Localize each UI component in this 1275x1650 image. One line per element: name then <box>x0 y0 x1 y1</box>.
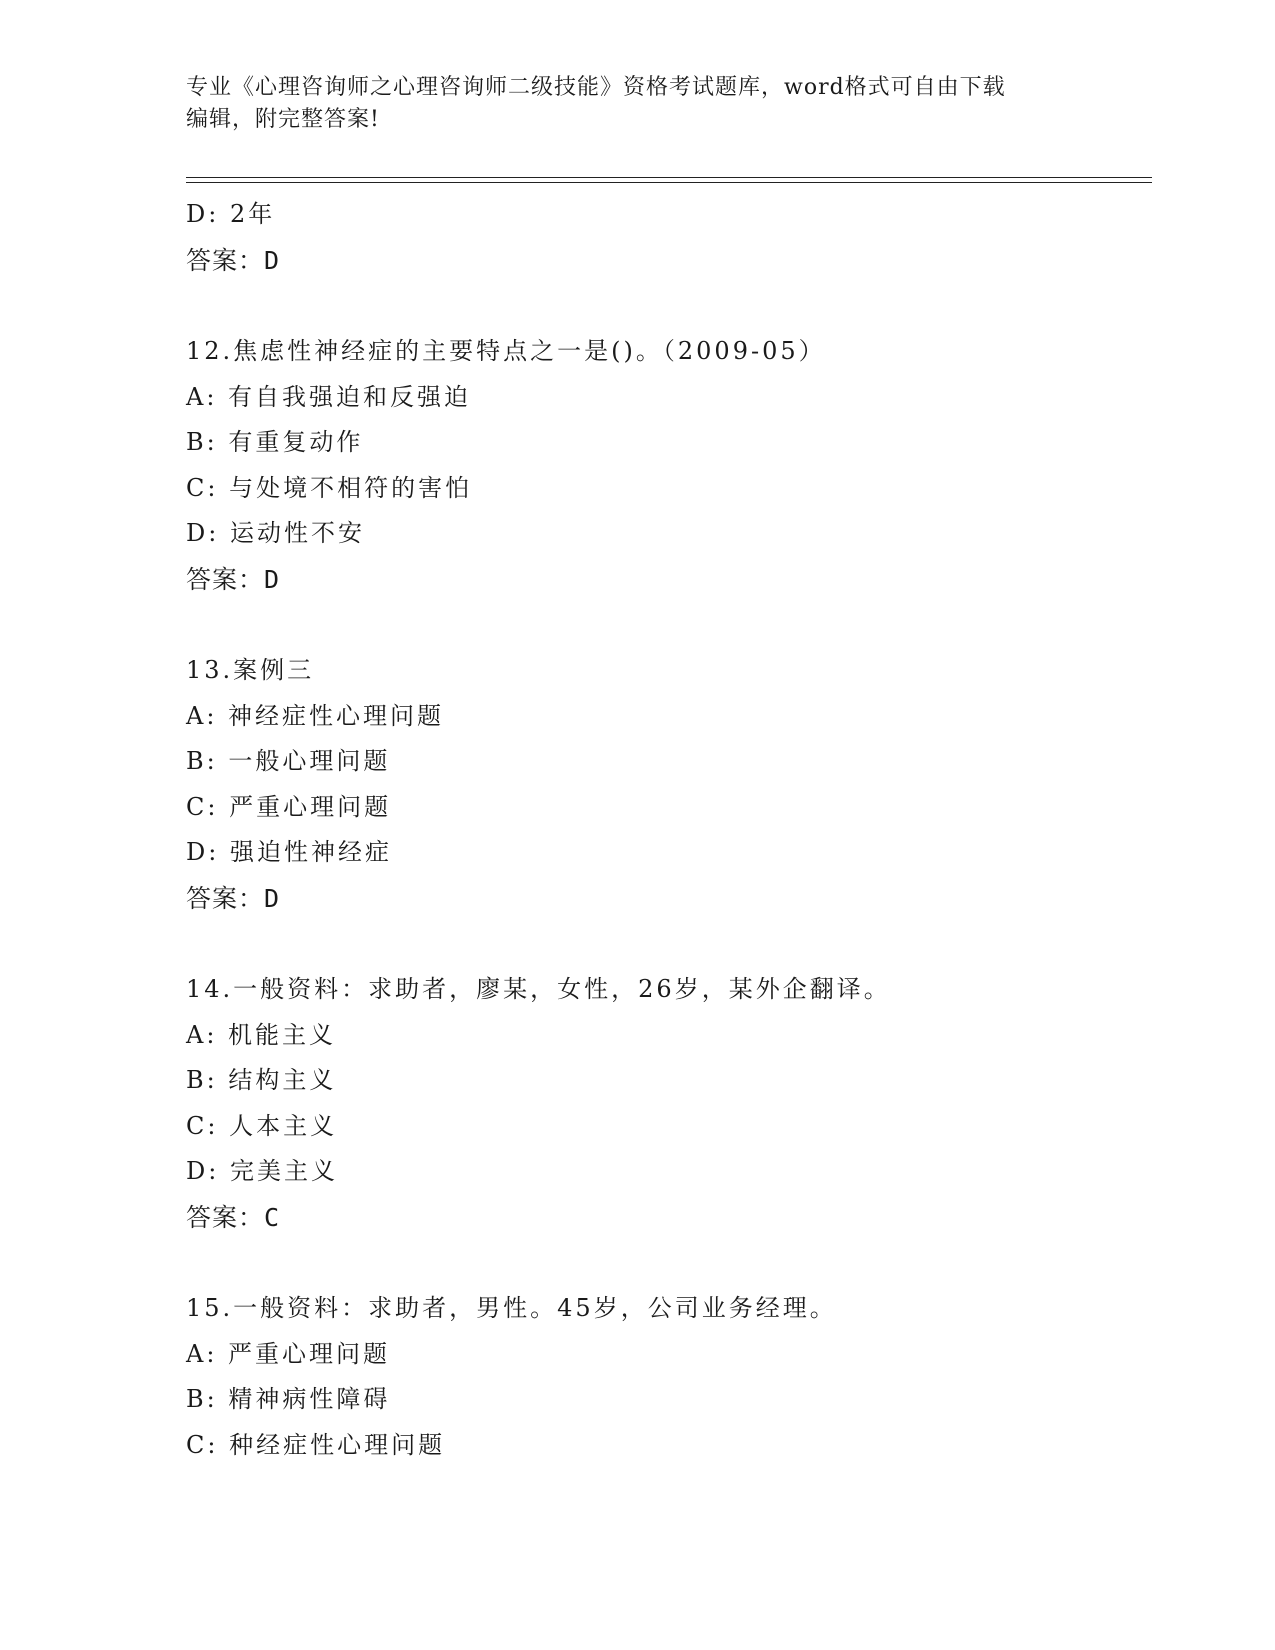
question-title: 14.一般资料：求助者，廖某，女性，26岁，某外企翻译。 <box>186 975 891 1003</box>
option-a: A: 严重心理问题 <box>186 1339 391 1368</box>
question-15 <box>186 1286 1146 1468</box>
question-title: 13.案例三 <box>186 656 315 684</box>
question-title: 15.一般资料：求助者，男性。45岁，公司业务经理。 <box>186 1294 837 1322</box>
answer-line: 答案：C <box>186 1202 281 1232</box>
question-12 <box>186 329 1146 602</box>
header-divider-bottom <box>186 182 1152 183</box>
spacer <box>186 921 1146 967</box>
option-a: A: 有自我强迫和反强迫 <box>186 382 472 411</box>
answer-line: 答案：D <box>186 883 281 913</box>
option-d: D: 2年 <box>186 200 276 228</box>
spacer <box>186 1240 1146 1286</box>
previous-question-fragment <box>186 192 1146 283</box>
question-list <box>186 192 1146 1468</box>
option-b: B: 有重复动作 <box>186 428 364 456</box>
spacer <box>186 283 1146 329</box>
option-c: C: 与处境不相符的害怕 <box>186 473 473 502</box>
option-d: D: 完美主义 <box>186 1157 338 1185</box>
option-d: D: 运动性不安 <box>186 519 365 547</box>
document-header <box>186 72 1066 136</box>
option-c: C: 严重心理问题 <box>186 792 392 821</box>
option-c: C: 人本主义 <box>186 1111 338 1140</box>
option-b: B: 结构主义 <box>186 1066 337 1094</box>
option-b: B: 一般心理问题 <box>186 747 391 775</box>
answer-line: 答案：D <box>186 245 281 275</box>
option-a: A: 机能主义 <box>186 1020 337 1049</box>
question-14 <box>186 967 1146 1240</box>
question-13 <box>186 648 1146 921</box>
option-d: D: 强迫性神经症 <box>186 838 392 866</box>
spacer <box>186 602 1146 648</box>
option-b: B: 精神病性障碍 <box>186 1385 391 1413</box>
option-a: A: 神经症性心理问题 <box>186 701 445 730</box>
question-title: 12.焦虑性神经症的主要特点之一是()。（2009-05） <box>186 337 826 365</box>
header-line-1: 专业《心理咨询师之心理咨询师二级技能》资格考试题库，word格式可自由下载 <box>186 75 1006 100</box>
header-line-2: 编辑，附完整答案! <box>186 107 380 132</box>
option-c: C: 种经症性心理问题 <box>186 1430 446 1459</box>
answer-line: 答案：D <box>186 564 281 594</box>
header-divider-top <box>186 177 1152 178</box>
